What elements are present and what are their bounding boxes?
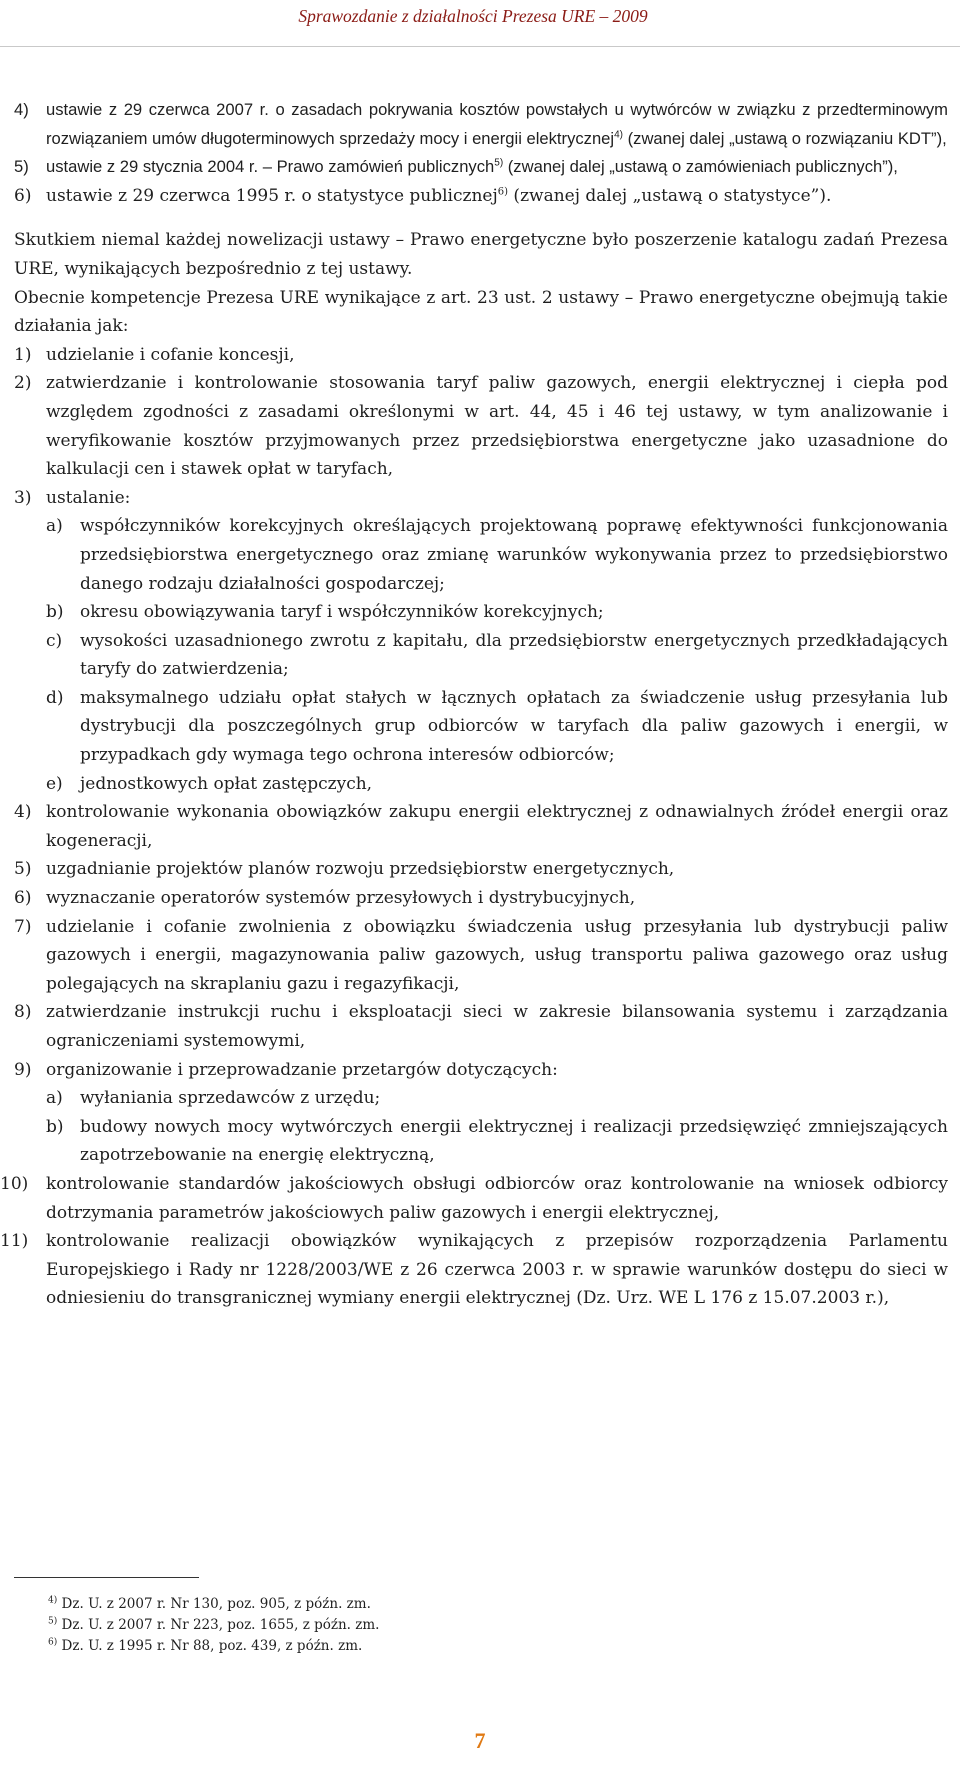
sub-list-letter: b) (46, 602, 64, 623)
list-item-text: kontrolowanie wykonania obowiązków zakupu energii elektrycznej z odnawialnych źródeł energii oraz kogeneracji, (46, 802, 948, 851)
list-item (14, 1056, 948, 1085)
sub-list-item (14, 1084, 948, 1113)
footnote (48, 1594, 648, 1615)
sub-list-item (14, 512, 948, 598)
list-item-text: kontrolowanie realizacji obowiązków wynikających z przepisów rozporządzenia Parlamentu Europejskiego i Rady nr 1228/2003/WE z 26 czerwca 2003 r. w sprawie warunków dostępu do sieci w odniesieniu do transgranicznej wymiany energii elektrycznej (Dz. Urz. WE L 176 z 15.07.2003 r.), (46, 1231, 948, 1309)
list-item (14, 369, 948, 483)
list-item (14, 798, 948, 855)
list-number: 5) (14, 859, 32, 880)
list-item (14, 96, 948, 153)
footnote-text: Dz. U. z 2007 r. Nr 223, poz. 1655, z późn. zm. (61, 1617, 380, 1633)
list-number: 7) (14, 916, 32, 937)
header-divider (0, 46, 960, 47)
sub-list-item-text: budowy nowych mocy wytwórczych energii elektrycznej i realizacji przedsięwzięć zmniejszających zapotrzebowanie na energię elektryczną, (80, 1116, 948, 1166)
list-item (0, 1170, 948, 1227)
list-item (14, 913, 948, 999)
list-number: 4) (14, 802, 32, 823)
list-item (14, 182, 948, 211)
list-item-text-cont: (zwanej dalej „ustawą o statystyce”). (508, 185, 832, 206)
footnote-text: Dz. U. z 1995 r. Nr 88, poz. 439, z późn. zm. (61, 1638, 363, 1654)
list-number: 9) (14, 1059, 32, 1080)
sub-list-letter: b) (46, 1116, 64, 1137)
footnote-ref: 5) (494, 157, 504, 169)
sub-list-item (14, 1113, 948, 1170)
list-number: 8) (14, 1002, 32, 1023)
sub-list-item-text: maksymalnego udziału opłat stałych w łącznych opłatach za świadczenie usług przesyłania lub dystrybucji dla poszczególnych grup odbiorców w taryfach dla paliw gazowych i energii, w przypadkach gdy wymaga tego ochrona interesów odbiorców; (80, 687, 948, 766)
footnote-mark: 6) (48, 1637, 58, 1648)
sub-list-letter: a) (46, 1088, 63, 1109)
sub-list-item-text: okresu obowiązywania taryf i współczynników korekcyjnych; (80, 602, 604, 623)
document-body (0, 96, 948, 1313)
footnotes (48, 1594, 648, 1657)
list-item-text: ustawie z 29 stycznia 2004 r. – Prawo zamówień publicznych (46, 157, 495, 177)
list-number: 3) (14, 487, 32, 508)
list-number: 5) (14, 157, 29, 177)
list-item-text: zatwierdzanie i kontrolowanie stosowania taryf paliw gazowych, energii elektrycznej i ciepła pod względem zgodności z zasadami określonymi w art. 44, 45 i 46 tej ustawy, w tym analizowanie i weryfikowanie kosztów przyjmowanych przez przedsiębiorstwa energetyczne jako uzasadnione do kalkulacji cen i stawek opłat w taryfach, (46, 373, 948, 480)
list-item-text: ustawie z 29 czerwca 1995 r. o statystyce publicznej (46, 185, 498, 206)
sub-list-item (14, 598, 948, 627)
page-number: 7 (474, 1728, 486, 1753)
list-item (14, 884, 948, 913)
running-header: Sprawozdanie z działalności Prezesa URE – 2009 (298, 6, 648, 26)
list-item-text: kontrolowanie standardów jakościowych obsługi odbiorców oraz kontrolowanie na wniosek odbiorcy dotrzymania parametrów jakościowych paliw gazowych i energii elektrycznej, (46, 1173, 948, 1223)
list-item-text-cont: (zwanej dalej „ustawą o rozwiązaniu KDT”), (623, 128, 947, 148)
list-item (14, 998, 948, 1055)
sub-list-letter: a) (46, 516, 63, 537)
spacer (14, 210, 948, 226)
list-item (14, 341, 948, 370)
list-number: 2) (14, 373, 32, 394)
footnote-divider (14, 1577, 199, 1578)
list-item (14, 484, 948, 513)
footnote-mark: 5) (48, 1616, 58, 1627)
sub-list-item-text: wysokości uzasadnionego zwrotu z kapitału, dla przedsiębiorstw energetycznych przedkładających taryfy do zatwierdzenia; (80, 630, 948, 680)
sub-list-letter: c) (46, 630, 63, 651)
footnote-text: Dz. U. z 2007 r. Nr 130, poz. 905, z późn. zm. (61, 1596, 371, 1612)
list-item (14, 153, 948, 182)
list-item-text: organizowanie i przeprowadzanie przetargów dotyczących: (46, 1059, 558, 1080)
footnote-ref: 6) (497, 186, 509, 198)
footnote-ref: 4) (614, 129, 624, 141)
list-number: 4) (14, 100, 29, 119)
sub-list-letter: d) (46, 687, 64, 708)
list-number: 10) (0, 1173, 29, 1194)
list-number: 11) (0, 1231, 29, 1252)
footnote (48, 1636, 648, 1657)
sub-list-item (14, 770, 948, 799)
list-item (0, 1227, 948, 1313)
list-item-text: wyznaczanie operatorów systemów przesyłowych i dystrybucyjnych, (46, 888, 636, 909)
paragraph: Skutkiem niemal każdej nowelizacji ustawy – Prawo energetyczne było poszerzenie katalogu zadań Prezesa URE, wynikających bezpośrednio z tej ustawy. (14, 230, 948, 279)
list-number: 1) (14, 344, 32, 365)
sub-list-letter: e) (46, 773, 63, 794)
list-item-text: uzgadnianie projektów planów rozwoju przedsiębiorstw energetycznych, (46, 859, 675, 880)
sub-list-item-text: współczynników korekcyjnych określających projektowaną poprawę efektywności funkcjonowania przedsiębiorstwa energetycznego oraz zmianę warunków wykonywania przez to przedsiębiorstwo danego rodzaju działalności gospodarczej; (80, 516, 948, 594)
list-item-text: ustawie z 29 czerwca 2007 r. o zasadach pokrywania kosztów powstałych u wytwórców w związku z przedterminowym rozwiązaniem umów długoterminowych sprzedaży mocy i energii elektrycznej (46, 100, 948, 148)
list-item-text-cont: (zwanej dalej „ustawą o zamówieniach publicznych”), (503, 157, 898, 177)
list-number: 6) (14, 888, 32, 909)
list-item-text: ustalanie: (46, 487, 131, 508)
paragraph: Obecnie kompetencje Prezesa URE wynikające z art. 23 ust. 2 ustawy – Prawo energetyczne obejmują takie działania jak: (14, 287, 948, 337)
list-item-text: udzielanie i cofanie koncesji, (46, 344, 295, 365)
list-number: 6) (14, 185, 32, 206)
sub-list-item (14, 684, 948, 770)
sub-list-item (14, 627, 948, 684)
footnote (48, 1615, 648, 1636)
list-item-text: zatwierdzanie instrukcji ruchu i eksploatacji sieci w zakresie bilansowania systemu i zarządzania ograniczeniami systemowymi, (46, 1002, 948, 1051)
sub-list-item-text: wyłaniania sprzedawców z urzędu; (80, 1088, 381, 1109)
list-item (14, 855, 948, 884)
footnote-mark: 4) (48, 1595, 58, 1606)
sub-list-item-text: jednostkowych opłat zastępczych, (80, 773, 373, 794)
list-item-text: udzielanie i cofanie zwolnienia z obowiązku świadczenia usług przesyłania lub dystrybucji paliw gazowych i energii, magazynowania paliw gazowych, usług transportu paliwa gazowego oraz usług polegających na skraplaniu gazu i regazyfikacji, (46, 916, 948, 994)
